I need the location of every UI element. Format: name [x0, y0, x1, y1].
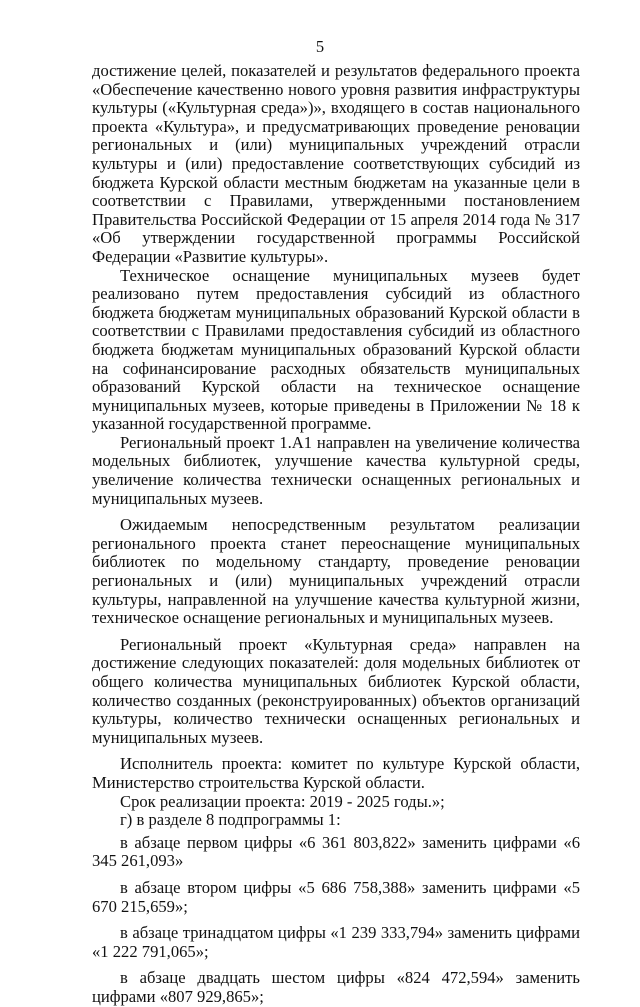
paragraph-amendment-twenty-sixth: в абзаце двадцать шестом цифры «824 472,594» заменить цифрами «807 929,865»;	[92, 968, 580, 1006]
document-body	[92, 62, 580, 1007]
paragraph-expected-result: Ожидаемым непосредственным результатом реализации регионального проекта станет переоснащение муниципальных библиотек по модельному стандарту, проведение реновации региональных и (или) муниципальных учреждений отрасли культуры, направленной на улучшение качества культурной жизни, техническое оснащение региональных и муниципальных музеев.	[92, 515, 580, 628]
paragraph-amendment-thirteenth: в абзаце тринадцатом цифры «1 239 333,794» заменить цифрами «1 222 791,065»;	[92, 923, 580, 961]
paragraph-amendment-first: в абзаце первом цифры «6 361 803,822» заменить цифрами «6 345 261,093»	[92, 832, 580, 871]
paragraph-term: Срок реализации проекта: 2019 - 2025 годы.»;	[120, 791, 445, 811]
paragraph-amendment-second: в абзаце втором цифры «5 686 758,388» заменить цифрами «5 670 215,659»;	[92, 877, 580, 916]
paragraph-executor: Исполнитель проекта: комитет по культуре Курской области, Министерство строительства Курской области.	[92, 754, 580, 792]
page-number: 5	[315, 37, 325, 56]
paragraph-section-8: г) в разделе 8 подпрограммы 1:	[120, 810, 341, 830]
paragraph-indicators: Региональный проект «Культурная среда» направлен на достижение следующих показателей: доля модельных библиотек от общего количества муниципальных библиотек Курской области, количество созданных (реконструированных) объектов организаций культуры, количество технически оснащенных региональных и муниципальных музеев.	[92, 634, 580, 747]
paragraph-continuation: достижение целей, показателей и результатов федерального проекта «Обеспечение качественно нового уровня развития инфраструктуры культуры («Культурная среда»)», входящего в состав национального проекта «Культура», и предусматривающих проведение реновации региональных и (или) муниципальных учреждений отрасли культуры и (или) предоставление соответствующих субсидий из бюджета Курской области местным бюджетам на указанные цели в соответствии с Правилами, утвержденными постановлением Правительства Российской Федерации от 15 апреля 2014 года № 317 «Об утверждении государственной программы Российской Федерации «Развитие культуры».	[92, 61, 580, 266]
paragraph-museum-equipment: Техническое оснащение муниципальных музеев будет реализовано путем предоставления субсидий из областного бюджета бюджетам муниципальных образований Курской области в соответствии с Правилами предоставления субсидий из областного бюджета бюджетам муниципальных образований Курской области на софинансирование расходных обязательств муниципальных образований Курской области на техническое оснащение муниципальных музеев, которые приведены в Приложении № 18 к указанной государственной программе.	[92, 265, 580, 434]
paragraph-regional-project-a1: Региональный проект 1.А1 направлен на увеличение количества модельных библиотек, улучшение качества культурной среды, увеличение количества технически оснащенных региональных и муниципальных музеев.	[92, 432, 580, 508]
